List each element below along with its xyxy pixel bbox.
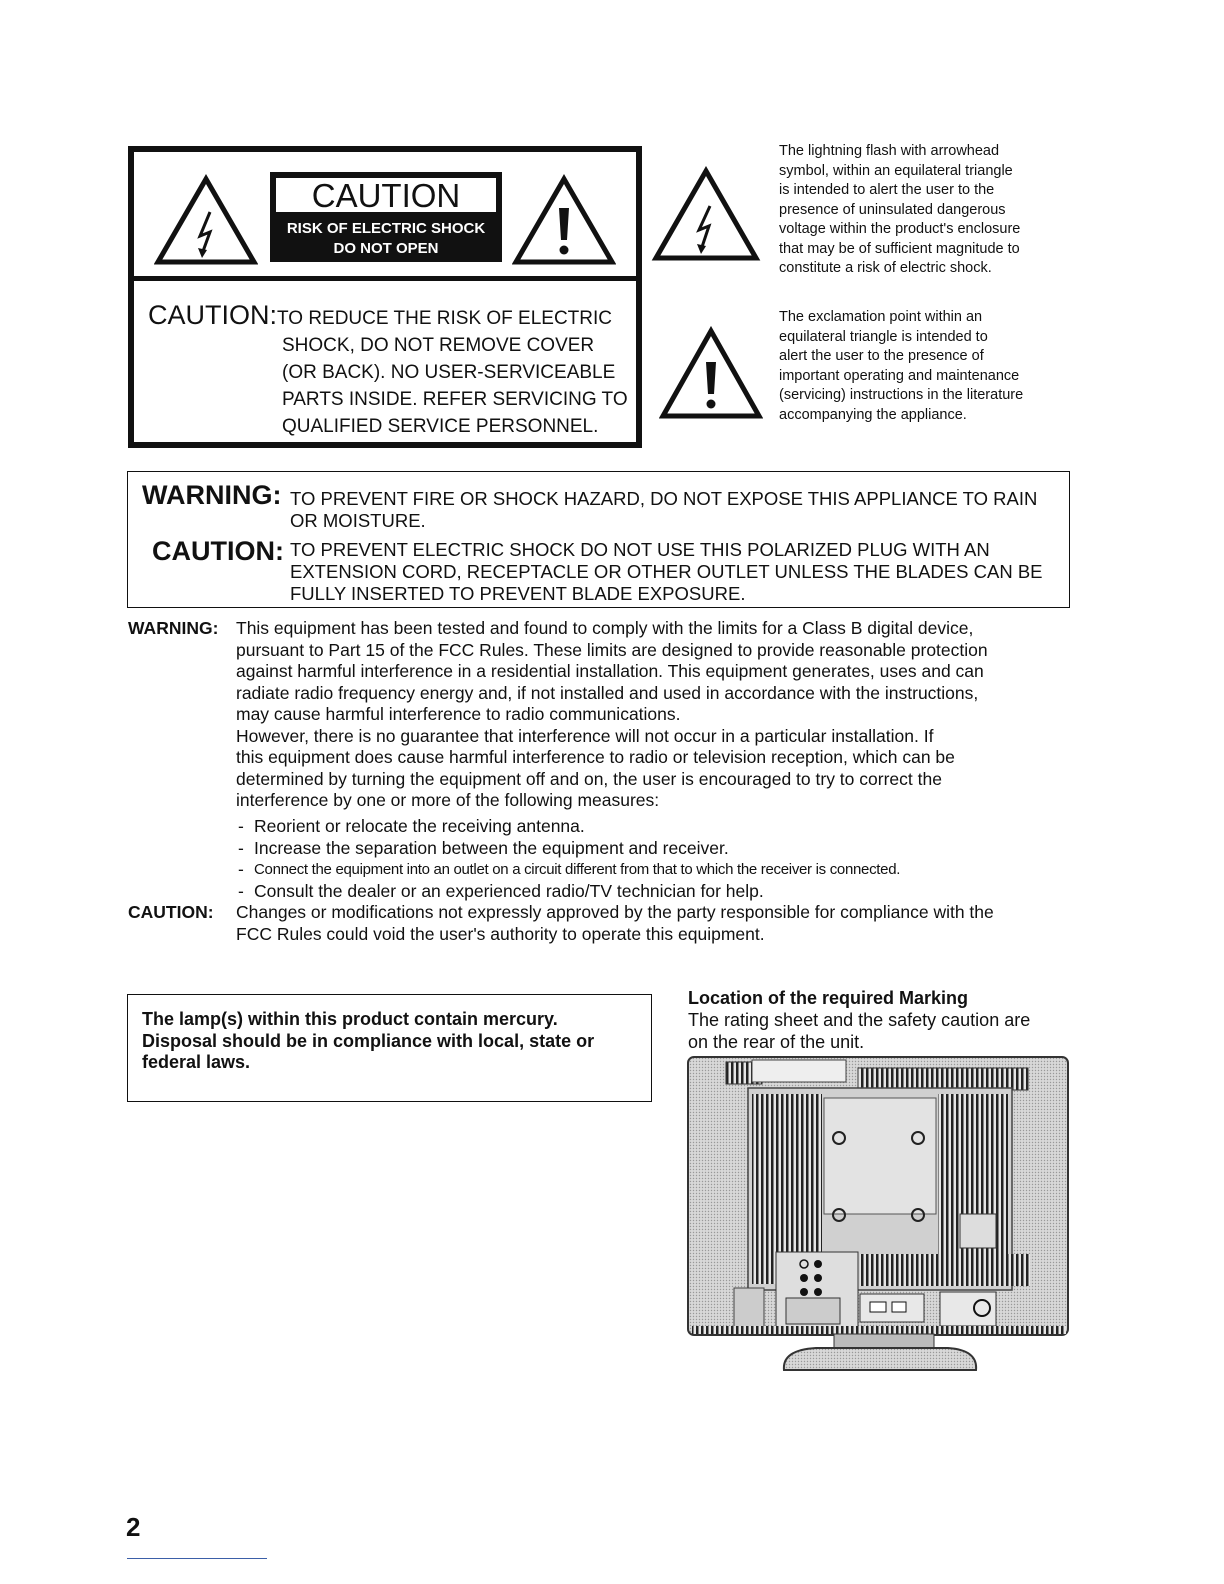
legend-line: equilateral triangle is intended to [779,328,988,345]
bullet-dash: - [238,837,244,858]
page-number: 2 [126,1512,141,1542]
caution-banner [270,172,502,262]
lightning-warning-icon [154,174,258,266]
fcc-line: This equipment has been tested and found to comply with the limits for a Class B digital device, [236,618,974,638]
fcc-warning-label: WARNING: [128,618,219,638]
notice-line: Disposal should be in compliance with local, state or [142,1030,595,1051]
fcc-line: pursuant to Part 15 of the FCC Rules. These limits are designed to provide reasonable protection [236,639,988,660]
caution-line: QUALIFIED SERVICE PERSONNEL. [282,416,599,437]
warning-heading: WARNING: [142,480,282,510]
legend-line: that may be of sufficient magnitude to [779,240,1020,257]
risk-of-shock-text: RISK OF ELECTRIC SHOCK [286,220,486,237]
measure-item: Reorient or relocate the receiving antenna. [254,816,585,836]
caution-line: EXTENSION CORD, RECEPTACLE OR OTHER OUTLET UNLESS THE BLADES CAN BE [290,561,1043,582]
legend-line: (servicing) instructions in the literature [779,387,1024,403]
fcc-line: However, there is no guarantee that interference will not occur in a particular installation. If [236,725,934,746]
legend-line: alert the user to the presence of [779,348,984,364]
marking-line: The rating sheet and the safety caution are [688,1010,1031,1030]
warning-box [127,471,1070,608]
caution-banner-word: CAUTION [276,178,496,212]
exclamation-symbol-icon [659,326,763,420]
legend-line: is intended to alert the user to the [779,182,995,198]
caution-heading: CAUTION: [152,536,284,566]
caution-line: TO PREVENT ELECTRIC SHOCK DO NOT USE THIS POLARIZED PLUG WITH AN [290,539,990,560]
marking-line: on the rear of the unit. [688,1031,865,1052]
warning-line: TO PREVENT FIRE OR SHOCK HAZARD, DO NOT EXPOSE THIS APPLIANCE TO RAIN [290,488,1038,509]
notice-line: federal laws. [142,1052,251,1072]
marking-title: Location of the required Marking [688,988,969,1008]
tv-rear-illustration [686,1054,1072,1378]
fcc-caution-line: FCC Rules could void the user's authority to operate this equipment. [236,923,765,944]
fcc-line: radiate radio frequency energy and, if not installed and used in accordance with the instructions, [236,682,979,703]
fcc-caution-label: CAUTION: [128,902,214,922]
measure-item: Connect the equipment into an outlet on a circuit different from that to which the receiver is connected. [254,861,901,878]
legend-line: accompanying the appliance. [779,406,967,423]
caution-heading: CAUTION: [148,300,278,330]
caution-line: TO REDUCE THE RISK OF ELECTRIC [277,308,613,329]
mercury-notice-box [127,994,652,1102]
bullet-dash: - [238,859,244,879]
fcc-line: may cause harmful interference to radio communications. [236,704,681,724]
caution-line: (OR BACK). NO USER-SERVICEABLE [282,362,616,383]
footnote-rule [127,1558,267,1559]
exclamation-warning-icon [512,174,616,266]
measure-item: Consult the dealer or an experienced radio/TV technician for help. [254,880,764,901]
caution-label-box [128,146,642,448]
legend-line: symbol, within an equilateral triangle [779,162,1013,179]
do-not-open-text: DO NOT OPEN [333,240,439,257]
caution-line: SHOCK, DO NOT REMOVE COVER [282,335,595,356]
lightning-legend-text [779,142,1079,279]
legend-line: The lightning flash with arrowhead [779,143,1000,159]
legend-line: The exclamation point within an [779,309,983,325]
fcc-caution-line: Changes or modifications not expressly approved by the party responsible for compliance with the [236,902,994,922]
exclamation-legend-text [779,308,1079,425]
bullet-dash: - [238,880,244,901]
warning-line: OR MOISTURE. [290,510,426,531]
lightning-symbol-icon [651,166,761,262]
legend-line: constitute a risk of electric shock. [779,260,992,276]
bullet-dash: - [238,816,244,836]
caution-line: PARTS INSIDE. REFER SERVICING TO [282,389,628,410]
legend-line: presence of uninsulated dangerous [779,201,1006,218]
legend-line: important operating and maintenance [779,367,1020,384]
fcc-line: this equipment does cause harmful interference to radio or television reception, which can be [236,747,955,767]
mercury-notice-text [142,1009,638,1074]
legend-line: voltage within the product's enclosure [779,221,1021,237]
caution-line: FULLY INSERTED TO PREVENT BLADE EXPOSURE. [290,583,746,604]
caution-label-header [134,152,636,281]
fcc-line: interference by one or more of the following measures: [236,790,660,810]
measure-item: Increase the separation between the equipment and receiver. [254,837,729,858]
fcc-line: determined by turning the equipment off and on, the user is encouraged to try to correct the [236,768,942,789]
fcc-line: against harmful interference in a residential installation. This equipment generates, uses and can [236,661,984,681]
notice-line: The lamp(s) within this product contain mercury. [142,1009,558,1029]
